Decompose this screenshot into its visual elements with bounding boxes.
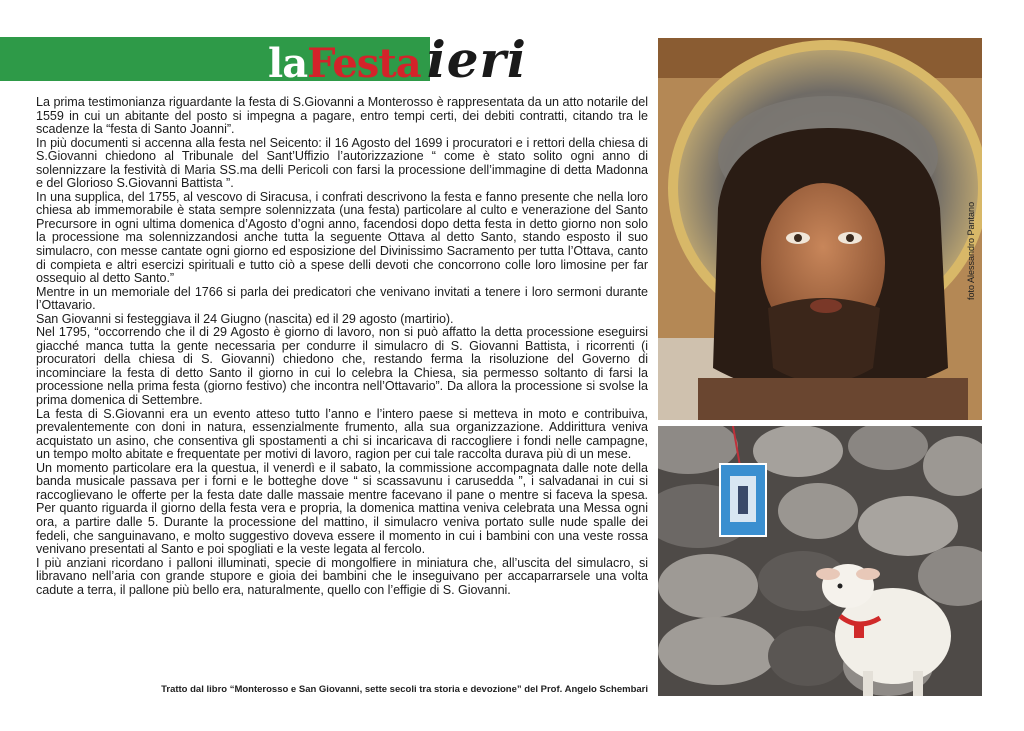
title-festa: Festa — [307, 40, 421, 87]
photo-credit: foto Alessandro Pantano — [966, 201, 976, 300]
article-paragraph: San Giovanni si festeggiava il 24 Giugno (nascita) ed il 29 agosto (martirio). — [36, 311, 454, 326]
article-paragraph: La festa di S.Giovanni era un evento atteso tutto l’anno e l’intero paese si metteva in moto e contribuiva, prevalentemente con doni in natura, essenzialmente frumento, alla sua organizzazione. Addirittura veniva acquistato un asino, che consentiva gli spostamenti a chi si incaricava di raccogliere i fondi nelle campagne, un tempo molto abitate e frequentate per motivi di lavoro, ragion per cui tale raccolta durava più di un mese. — [36, 406, 648, 462]
article-paragraph: La prima testimonianza riguardante la festa di S.Giovanni a Monterosso è rappresentata da un atto notarile del 1559 in cui un abitante del posto si impegna a pagare, entro tempi certi, dei debiti contratti, citando tra le scadenze la “festa di Santo Joanni”. — [36, 96, 648, 137]
article-paragraph: I più anziani ricordano i palloni illuminati, specie di mongolfiere in miniatura che, all’uscita del simulacro, si libravano nell’aria con grande stupore e gioia dei bambini che le inseguivano per accaparrarsele una volta cadute a terra, il pallone più bello era, naturalmente, quello con l’effigie di S. Giovanni. — [36, 555, 648, 597]
article-paragraph: Un momento particolare era la questua, il venerdì e il sabato, la commissione accompagnata dalle note della banda musicale passava per i forni e le botteghe dove “ si scassavunu i carusedda ”, i salvadanai in cui si raccoglievano le offerte per la festa date dalle massaie mentre facevano il pane o mentre si faceva la spesa. Per quanto riguarda il giorno della festa vera e propria, la domenica mattina veniva celebrata una Messa ogni ora, a partire dalle 5. Durante la processione del mattino, il simulacro veniva portato sulle nude spalle dei fedeli, che sanguinavano, e molto suggestivo doveva essere il momento in cui i bambini con una veste rossa venivano presentati al Santo e poi spogliati e la veste legata al fercolo. — [36, 460, 648, 557]
title-ieri: ieri — [426, 30, 527, 89]
article-body — [36, 96, 648, 678]
article-paragraph: In una supplica, del 1755, al vescovo di Siracusa, i confrati descrivono la festa e fanno presente che nella loro chiesa ab immemorabile è stata sempre solennizzata (una festa) particolare al culto e venerazione del Santo Precursore in ogni ultima domenica d’Agosto d’ogni anno, facendosi dopo detta festa in detto giorno non solo la processione ma solennizzandosi anche tutta la seguente Ottava al detto Santo, stando esposto il suo simulacro, con messe cantate ogni giorno ed esposizione del Divinissimo Sacramento per tutta l’Ottava, canto di compieta e altri esercizi spirituali e tutto ciò a spese delli devoti che concorrono colle loro limosine per far ossequio al detto Santo.” — [36, 189, 648, 286]
photo-statue-saint-john — [658, 38, 982, 420]
article-paragraph: Mentre in un memoriale del 1766 si parla dei predicatori che venivano invitati a tenere i loro sermoni durante l’Ottavario. — [36, 284, 648, 313]
photo-lamb-stone-wall — [658, 426, 982, 696]
page-title — [268, 30, 527, 89]
article-paragraph: Nel 1795, “occorrendo che il di 29 Agosto è giorno di lavoro, non si può affatto la detta processione eseguirsi giacché manca tutta la gente necessaria per condurre il simulacro di S. Giovanni Battista, i ricorrenti (i procuratori della chiesa di S. Giovanni) chiedono che, restando ferma la risoluzione del Governo di incominciare la festa di detto Santo il giorno in cui lo celebra la Chiesa, sia permesso soltanto di farsi la processione nella prima festa (giorno festivo) che incontra nell’Ottavario”. Da allora la processione si svolse la prima domenica di Settembre. — [36, 325, 648, 408]
title-la: la — [268, 40, 308, 87]
article-paragraph: In più documenti si accenna alla festa nel Seicento: il 16 Agosto del 1699 i procuratori e i rettori della chiesa di S.Giovanni chiedono al Tribunale del Sant’Uffizio l’autorizzazione “ come è stato solito ogni anno di solennizzare la festività di Maria SS.ma delli Pericoli con farsi la processione dell’immagine di detta Madonna e del Glorioso S.Giovanni Battista ”. — [36, 135, 648, 191]
source-credit: Tratto dal libro “Monterosso e San Giovanni, sette secoli tra storia e devozione” del Prof. Angelo Schembari — [161, 684, 648, 695]
